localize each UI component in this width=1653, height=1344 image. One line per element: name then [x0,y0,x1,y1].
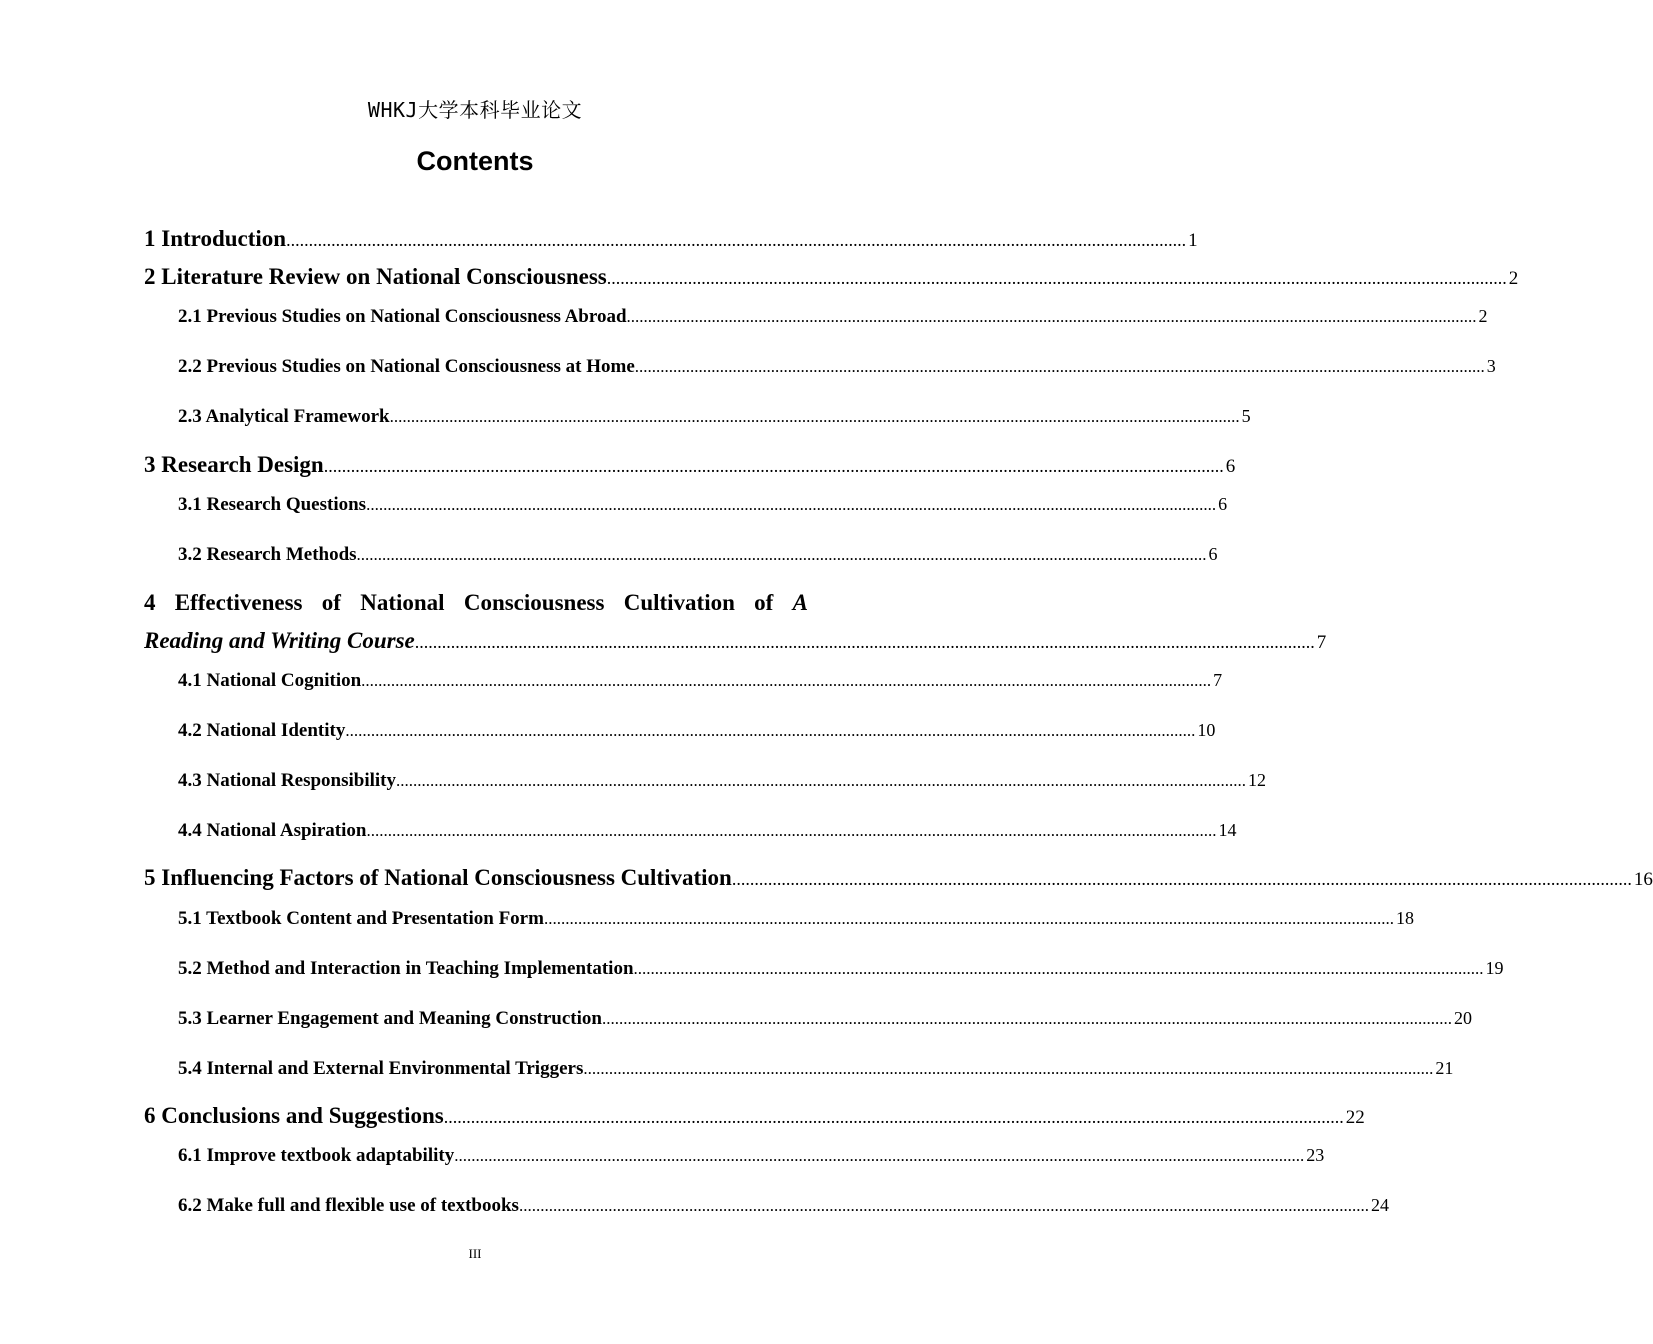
toc-leader: ........................................................................................................................................................................................................ [543,909,1394,928]
toc-entry-2-3[interactable] [178,406,1251,428]
toc-page-number: 10 [1197,720,1216,740]
toc-entry-2-2[interactable] [178,356,1496,378]
toc-entry-5-2[interactable] [178,958,1504,980]
toc-leader: ........................................................................................................................................................................................................ [634,357,1485,376]
toc-label: 5.1 Textbook Content and Presentation Form [178,908,544,929]
toc-label: 2.3 Analytical Framework [178,406,390,427]
toc-label-line2 [144,628,1327,654]
toc-leader: ........................................................................................................................................................................................................ [518,1196,1369,1215]
toc-label: 4.1 National Cognition [178,670,362,691]
toc-leader: ........................................................................................................................................................................................................ [323,456,1224,476]
toc-entry-influencing-factors[interactable] [144,865,1653,891]
toc-page-number: 2 [1478,306,1488,326]
page-title: Contents [416,146,534,176]
toc-label-line1 [144,590,808,616]
toc-page-number: 19 [1485,958,1504,978]
toc-entry-4-1[interactable] [178,670,1223,692]
toc-page-number: 7 [1316,632,1327,653]
toc-entry-research-design[interactable] [144,452,1236,478]
toc-entry-5-4[interactable] [178,1058,1454,1080]
toc-label-italic: Reading and Writing Course [144,628,415,653]
toc-label: 5.4 Internal and External Environmental Triggers [178,1058,584,1079]
toc-label-word: 4 [144,590,156,615]
toc-page-number: 24 [1370,1195,1389,1215]
toc-page-number: 22 [1345,1107,1365,1128]
running-header: WHKJ大学本科毕业论文 [367,98,583,122]
toc-page-number: 18 [1395,908,1414,928]
toc-label: 3.2 Research Methods [178,544,357,565]
toc-label: 2.2 Previous Studies on National Consciousness at Home [178,356,635,377]
toc-page-number: 23 [1306,1145,1325,1165]
toc-leader: ........................................................................................................................................................................................................ [361,671,1212,690]
toc-leader: ........................................................................................................................................................................................................ [286,230,1187,250]
toc-label: 4.2 National Identity [178,720,346,741]
toc-leader: ........................................................................................................................................................................................................ [731,869,1632,889]
toc-entry-literature-review[interactable] [144,264,1519,290]
toc-entry-3-1[interactable] [178,494,1228,516]
toc-entry-6-2[interactable] [178,1195,1389,1217]
toc-entry-3-2[interactable] [178,544,1218,566]
toc-label: 6 Conclusions and Suggestions [144,1103,444,1128]
toc-label-word: Consciousness [463,590,605,615]
toc-label-word: of [754,590,774,615]
page-number-footer: III [468,1246,482,1261]
toc-entry-5-3[interactable] [178,1008,1472,1030]
toc-label-word: of [321,590,341,615]
toc-leader: ........................................................................................................................................................................................................ [414,632,1315,652]
toc-page-number: 7 [1213,670,1223,690]
toc-label: 2 Literature Review on National Consciousness [144,264,607,289]
toc-leader: ........................................................................................................................................................................................................ [454,1146,1305,1165]
toc-page-number: 16 [1633,869,1653,890]
toc-label: 5 Influencing Factors of National Consciousness Cultivation [144,865,732,890]
toc-entry-conclusions[interactable] [144,1103,1365,1129]
toc-label-word: National [360,590,445,615]
toc-label: 2.1 Previous Studies on National Consciousness Abroad [178,306,627,327]
toc-entry-2-1[interactable] [178,306,1488,328]
toc-entry-6-1[interactable] [178,1145,1325,1167]
toc-entry-effectiveness[interactable] [144,590,1327,654]
toc-label-word: Cultivation [623,590,735,615]
toc-leader: ........................................................................................................................................................................................................ [366,495,1217,514]
toc-label: 5.3 Learner Engagement and Meaning Construction [178,1008,602,1029]
toc-page-number: 6 [1218,494,1228,514]
toc-leader: ........................................................................................................................................................................................................ [389,407,1240,426]
toc-leader: ........................................................................................................................................................................................................ [583,1059,1434,1078]
toc-leader: ........................................................................................................................................................................................................ [396,771,1247,790]
toc-label: 1 Introduction [144,226,287,251]
toc-leader: ........................................................................................................................................................................................................ [366,821,1217,840]
toc-label: 3.1 Research Questions [178,494,367,515]
toc-leader: ........................................................................................................................................................................................................ [606,268,1507,288]
toc-page-number: 14 [1218,820,1237,840]
toc-leader: ........................................................................................................................................................................................................ [443,1107,1344,1127]
toc-page-number: 20 [1453,1008,1472,1028]
toc-label: 5.2 Method and Interaction in Teaching Implementation [178,958,634,979]
toc-page-number: 3 [1486,356,1496,376]
toc-leader: ........................................................................................................................................................................................................ [633,959,1484,978]
toc-label-word: Effectiveness [174,590,303,615]
toc-entry-4-4[interactable] [178,820,1237,842]
toc-page-number: 12 [1248,770,1267,790]
toc-label: 6.2 Make full and flexible use of textbooks [178,1195,519,1216]
toc-entry-5-1[interactable] [178,908,1414,930]
toc-entry-4-3[interactable] [178,770,1267,792]
toc-label: 4.3 National Responsibility [178,770,397,791]
toc-label: 4.4 National Aspiration [178,820,367,841]
toc-label: 6.1 Improve textbook adaptability [178,1145,455,1166]
toc-entry-4-2[interactable] [178,720,1216,742]
toc-page-number: 1 [1188,230,1198,251]
toc-leader: ........................................................................................................................................................................................................ [345,721,1196,740]
toc-page-number: 6 [1208,544,1218,564]
toc-leader: ........................................................................................................................................................................................................ [601,1009,1452,1028]
toc-page-number: 21 [1435,1058,1454,1078]
toc-page-number: 5 [1241,406,1251,426]
toc-label: 3 Research Design [144,452,324,477]
toc-label-word: A [792,590,808,615]
toc-entry-introduction[interactable] [144,226,1198,252]
toc-page-number: 2 [1508,268,1519,289]
toc-leader: ........................................................................................................................................................................................................ [356,545,1207,564]
toc-page-number: 6 [1225,456,1236,477]
toc-leader: ........................................................................................................................................................................................................ [626,307,1477,326]
